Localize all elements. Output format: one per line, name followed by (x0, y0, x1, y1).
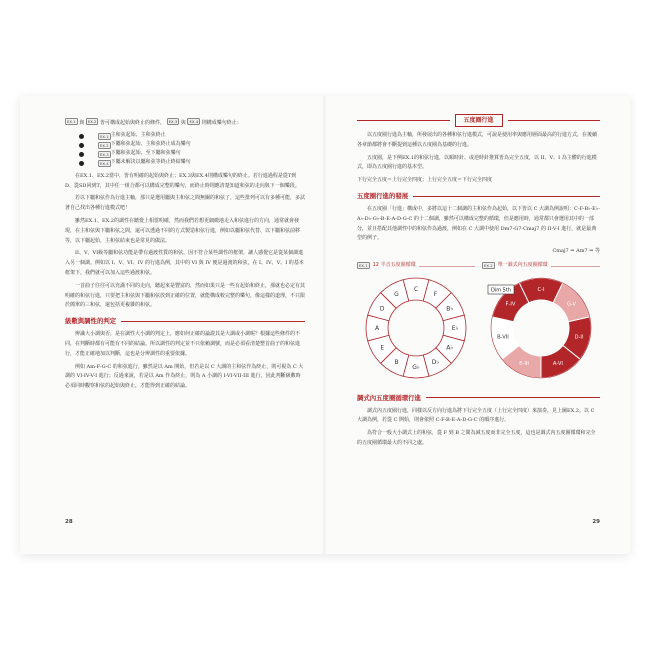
ring-label: C (413, 285, 419, 293)
intro-line: EX.1 與 EX.2 皆可構成起始與終止的條件， EX.3 與 EX.4 則構成樂句終止： (67, 119, 242, 126)
figure-caption: EX.1 12 半音五度圈循環 (359, 261, 416, 269)
body-paragraph: 調式內五度圈行進，同樣以反方向行進為將下行完全五度（上行完全四度）來演奏，見上圖EX.2。以 C 大調為例，若從 C 開始，則會依照 C-F-B-E-A-D-G-C 的順序進行。 (357, 407, 595, 424)
ex-tag: EX.1 (100, 133, 109, 139)
section-title: 調式內五度圈循環行進 (357, 393, 421, 402)
left-page (65, 96, 305, 554)
ring-label: B (394, 358, 399, 366)
bullet-item: EX.3 下屬和弦起始、至下屬和弦樂句 (79, 150, 305, 159)
ex-tag: EX.2 (87, 119, 97, 124)
ring-label: D♭ (431, 358, 440, 366)
bullet-dot-icon (79, 143, 84, 148)
bullet-dot-icon (79, 152, 84, 157)
book-spread (20, 96, 630, 554)
title-rule (413, 196, 600, 197)
ring-label: D (379, 305, 385, 313)
ex-tag: EX.1 (67, 119, 76, 124)
ring-label: D-II (574, 334, 584, 341)
figure-diatonic-circle (482, 261, 600, 388)
figures-row (357, 261, 600, 388)
diatonic-circle-diagram (482, 271, 600, 383)
page-number: 28 (65, 519, 73, 526)
page-number: 29 (592, 519, 600, 526)
caption-rule (419, 266, 475, 267)
ring-label: B♭ (446, 305, 454, 313)
section-title: 級數與調性的判定 (65, 317, 117, 326)
ring-label: B-VII (497, 334, 509, 341)
body-paragraph: II、V、VI級等屬和弦功能是帶有過渡性質的和弦，因不符合某些調性的框架，讓人感覺它是從某個調進入另一個調。例如以 I、V、VI、IV 的行進為例，其中的 VI 與 IV 便是過渡的和弦，在 I、IV、V、I 的基本框架下，我們就可以加入這些過渡和弦。 (65, 250, 304, 276)
caption-rule (551, 266, 600, 267)
body-paragraph: 辨識大小調與否，是在調性大小調的判定上，應如何正確的論證其是大調或小調呢？根據這些條件的不同，在判斷時都有可能有不同的結論。所以調性的判定並不只依賴調號，而是必須看清楚整首曲子的和弦進行，才能正確地加以判斷，這也是分辨調性的重要依據。 (65, 331, 301, 357)
ring-label: E-III (519, 360, 529, 367)
ex-tag: EX.2 (484, 263, 493, 269)
ex-tag: EX.3 (100, 151, 109, 157)
right-page (357, 96, 600, 554)
chapter-heading: 五度圈行進 (455, 114, 503, 127)
dim-fifth-callout (488, 285, 514, 294)
body-paragraph: 雖然EX.1、EX.2的調性在聽覺上相當明確，然而我們若想更細緻地走入和弦進行的方向，通常就會發現，在主和弦與下屬和弦之間，還可以透過不同的方式製造和弦行進，例如以屬和弦代替、以下屬和弦前移等，以下屬起始，主和弦結束也是常見的做法。 (65, 217, 301, 244)
section-title: 五度圈行進的發展 (357, 191, 409, 200)
body-paragraph: 例如 Am-F-G-C 的和弦進行，雖然是以 Am 開始，但若是以 C 大調的主和弦作為終止，則可視為 C 大調的 VI-IV-V-I 進行；反過來說，若是以 Am 作為終止，則為 A 小調的 I-VI-VII-III 進行，因此判斷級數時必須同時觀察和弦的起始與終止，才能得到正確的結論。 (65, 363, 304, 390)
circle-of-fifths-diagram (357, 271, 475, 383)
body-paragraph: 在五度圈「行進」構成中，多將以這十二個調的主和弦作為起始，以下皆以 C 大調為例說明：C-F-B♭-E♭-A♭-D♭-G♭-B-E-A-D-G-C 的十二個調，雖然可以構成完整的循環，但是應用時，通常都只會選用其中的一部分，並且搭配其他調性中的和弦作為過渡，例如在 C 大調中使用 Dm7-G7-Cmaj7 的 II-V-I 進行，就是最典型的例子。 (357, 205, 600, 242)
title-rule (508, 120, 601, 121)
ring-label: F-IV (505, 301, 516, 308)
bullet-dot-icon (79, 161, 84, 166)
callout-text: Dim 5th (490, 287, 512, 294)
bullet-dot-icon (79, 134, 84, 139)
ring-label: E (380, 344, 385, 352)
ex-tag: EX.1 (359, 263, 368, 269)
book-gutter (323, 96, 327, 554)
figure-circle-of-fifths (357, 261, 475, 388)
bullet-item: EX.1 主和弦起始、主和弦終止 (79, 132, 305, 141)
ring-label: G♭ (412, 363, 420, 371)
ex-tag: EX.4 (100, 160, 109, 166)
body-paragraph: 在EX.1、EX.2當中，皆有明確的起始與終止；EX.3與EX.4則構成樂句的終止。若行進過程是從T到D、從SD回到T，其中任一組合都可以構成完整的樂句，而終止時則應清楚知道和弦的走向與下一個樂段。 (65, 172, 300, 189)
title-rule (426, 397, 600, 398)
bullet-list (79, 132, 305, 168)
ring-label: A-VI (552, 360, 563, 367)
ex-tag: EX.2 (100, 142, 109, 148)
ring-label: A (374, 324, 380, 332)
body-paragraph: 五度圈，是下例EX.1的和弦行進，以順時針、或逆時針推算皆為完全五度，以 II、V、I 為主體的行進模式，即為五度圈行進的基本型。 (357, 154, 597, 171)
bullet-item: EX.2 下屬和弦起始、主和弦終止成為樂句 (79, 141, 305, 150)
title-rule (121, 321, 305, 322)
ring-label: G-V (566, 301, 577, 308)
ring-label: A♭ (446, 344, 454, 352)
ex-tag: EX.4 (189, 119, 199, 124)
ring-label: F (433, 290, 438, 298)
figure-caption: EX.2 單一調式內五度圈循環 (484, 261, 548, 269)
body-paragraph: 若以下屬和弦作為行進主軸，那只是選用屬與主和弦之間無關的和弦了，這些排列可以有多種可能，多試著自己找出各種行進模式吧！ (65, 195, 306, 212)
ring-label: G (394, 290, 399, 298)
body-paragraph: 一首曲子往往可以充滿不同的走向，聽起來是豐富的，然而如果只是一些有起始和終止，那就也必定有其明確的和弦行進，只要把主和弦與下屬和弦放到正確的位置，就能構成較完整的樂句，像這樣的道理，不只限於簡單的三和弦，還包括更複雜的和弦。 (65, 282, 306, 309)
title-rule (357, 120, 450, 121)
ring-label: C-I (537, 286, 545, 293)
chord-sequence-note: Cmaj7 ⇒ Am7 ⇒ 等 (552, 248, 600, 255)
bullet-item: EX.4 下屬未解決以屬和弦等終止終結樂句 (79, 159, 305, 168)
heading-row (357, 114, 600, 127)
formula-line: 下行完全五度＝上行完全四度；上行完全五度＝下行完全四度 (357, 177, 493, 184)
ex-tag: EX.3 (168, 119, 178, 124)
body-paragraph: 以五度圈行進為主軸，所發展出的各種和弦行進模式，可說是使用率與應用層面最高的行進方式，在後續各章節都將會不斷提到這種以五度圈為基礎的行進。 (357, 132, 598, 148)
body-paragraph: 為符合一般大小調式上的和弦，從 F 到 B 之間為減五度而非完全五度，這也是調式內五度圈循環和完全的五度圈循環最大的不同之處。 (357, 430, 596, 446)
ring-label: E♭ (451, 324, 459, 332)
